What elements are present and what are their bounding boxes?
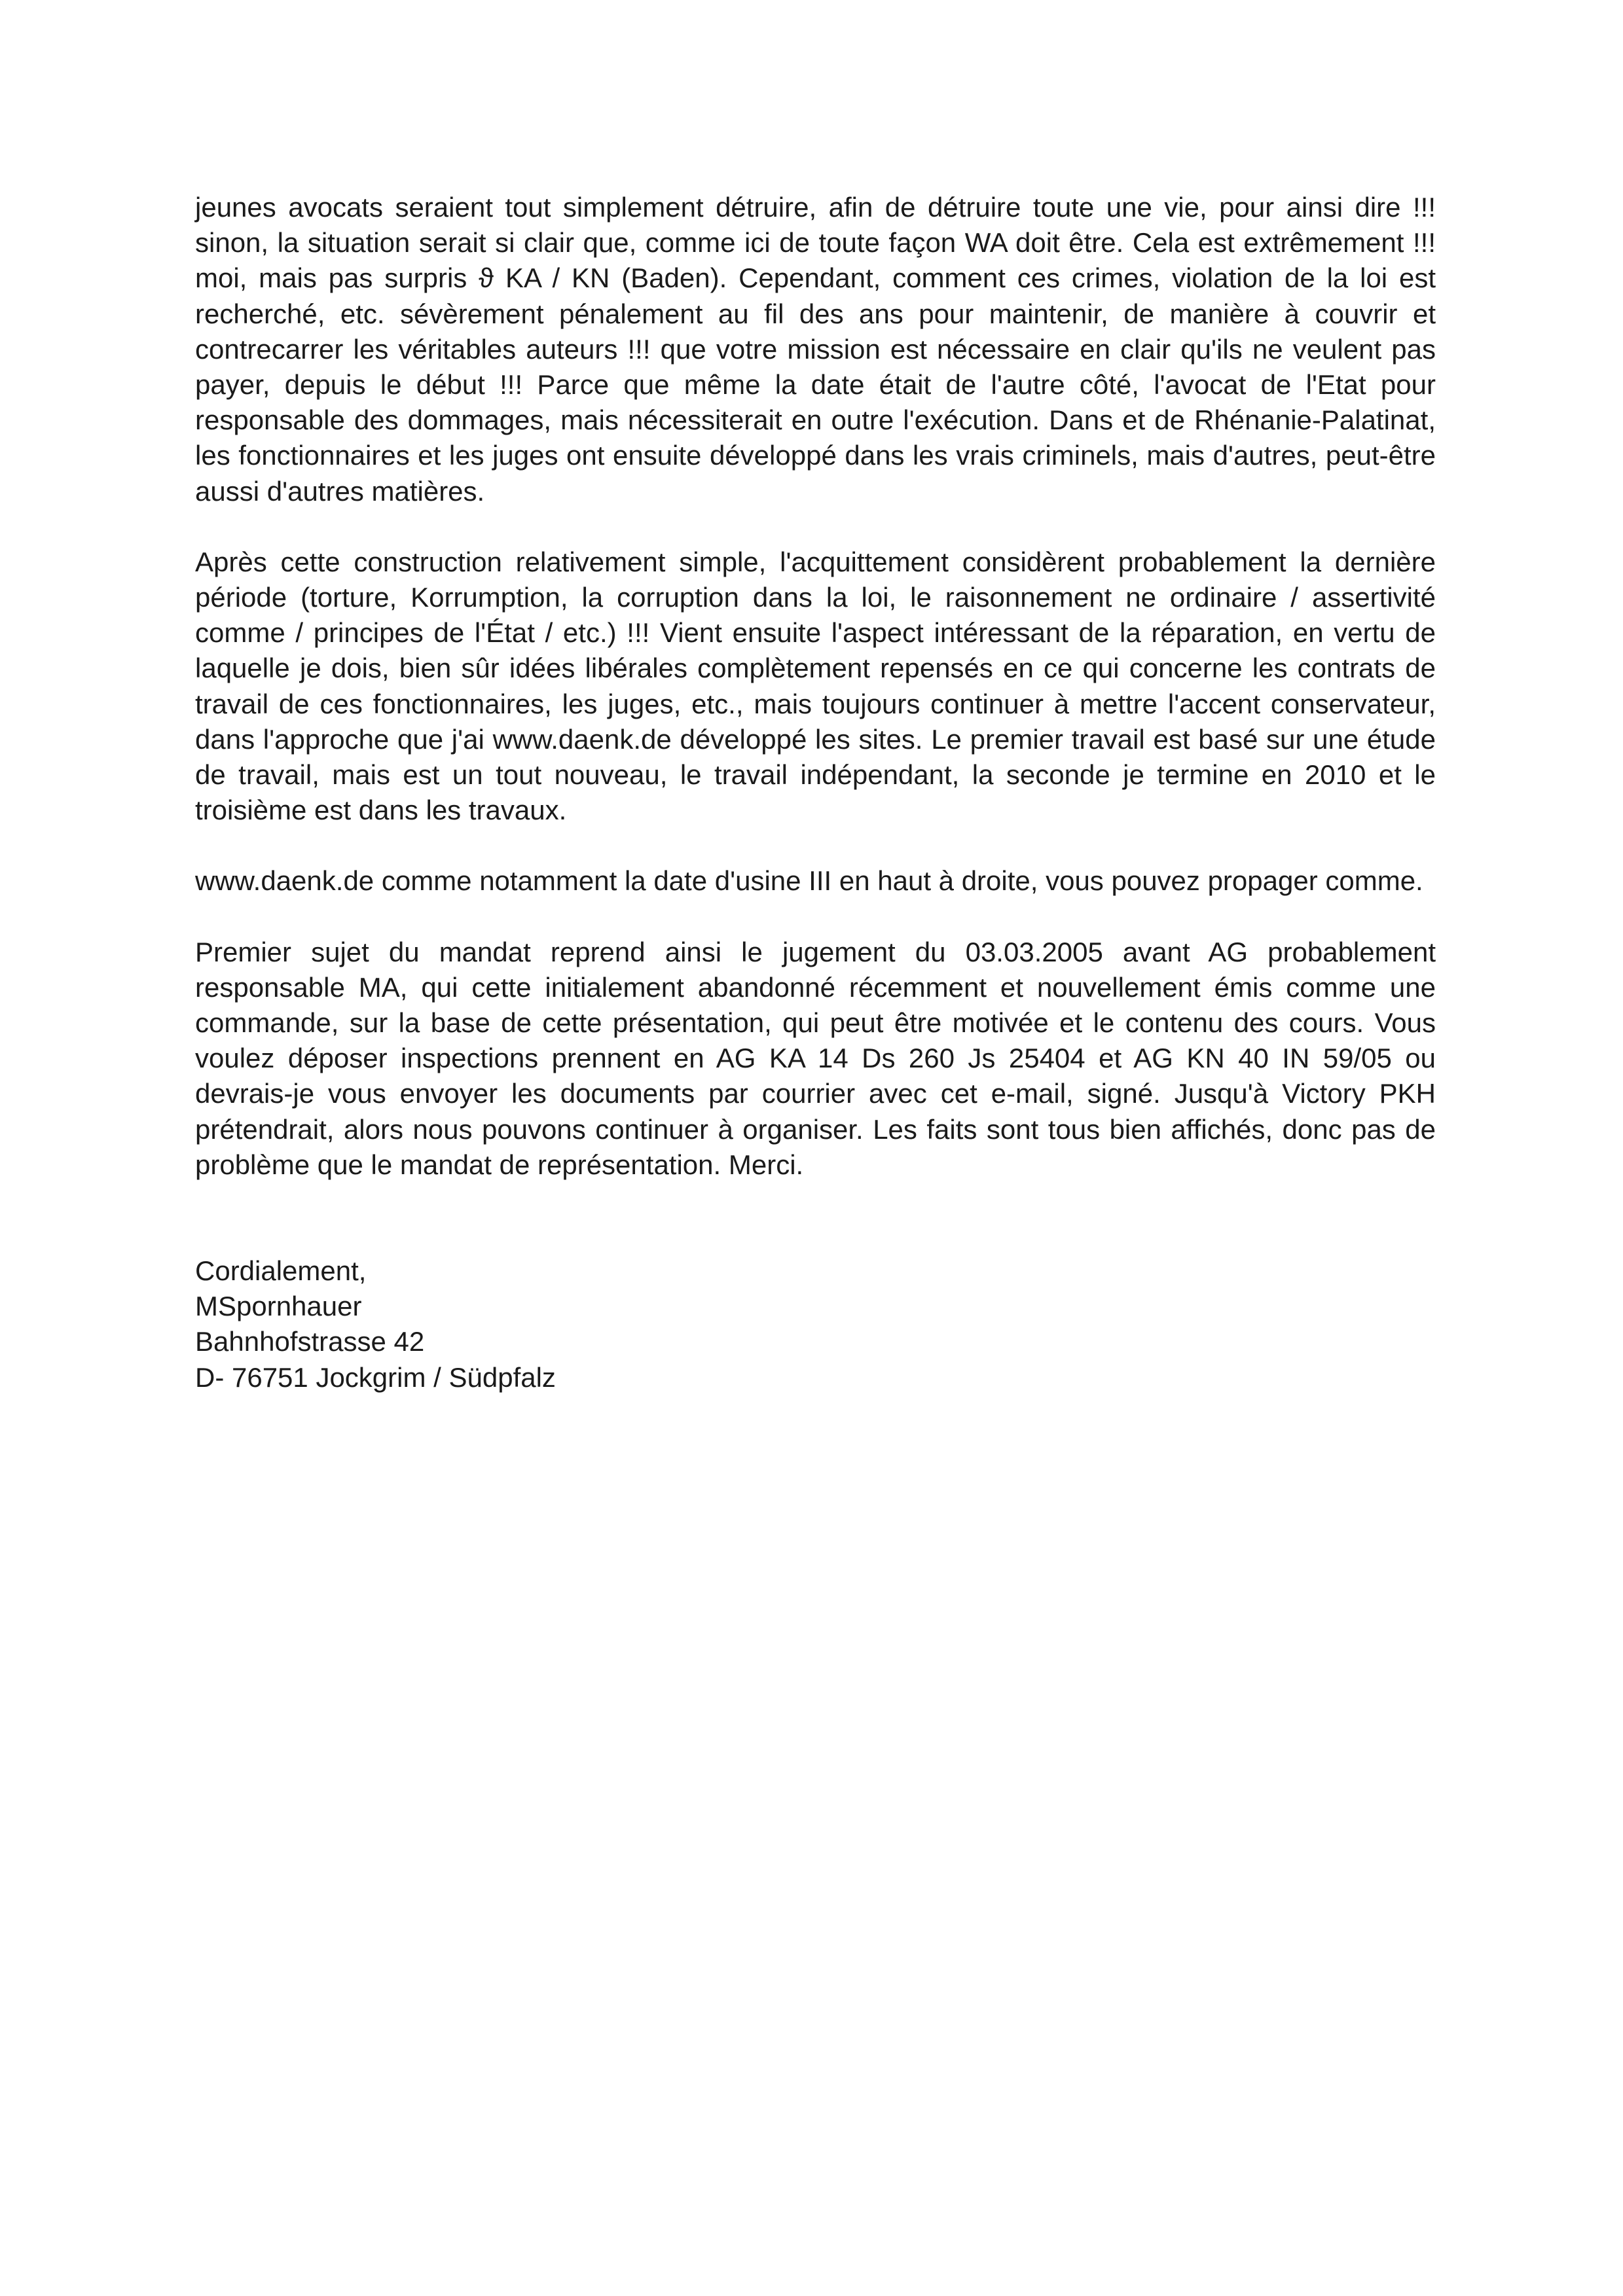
signature-closing: Cordialement, [195, 1255, 367, 1287]
signature-city: D- 76751 Jockgrim / Südpfalz [195, 1361, 556, 1393]
paragraph-4: Premier sujet du mandat reprend ainsi le jugement du 03.03.2005 avant AG probablement responsable MA, qui cette initialement abandonné récemment et nouvellement émis comme une commande, sur la base de cette présentation, qui peut être motivée et le contenu des cours. Vous voulez déposer inspections prennent en AG KA 14 Ds 260 Js 25404 et AG KN 40 IN 59/05 ou devrais-je vous envoyer les documents par courrier avec cet e-mail, signé. Jusqu'à Victory PKH prétendrait, alors nous pouvons continuer à organiser. Les faits sont tous bien affichés, donc pas de problème que le mandat de représentation. Merci. [195, 936, 1436, 1180]
paragraph-3: www.daenk.de comme notamment la date d'usine III en haut à droite, vous pouvez propager comme. [195, 865, 1423, 897]
signature-street: Bahnhofstrasse 42 [195, 1326, 425, 1357]
signature-name: MSpornhauer [195, 1291, 362, 1322]
signature-block [195, 1253, 1436, 1395]
letter-body [195, 190, 1436, 1395]
paragraph-1: jeunes avocats seraient tout simplement détruire, afin de détruire toute une vie, pour ainsi dire !!! sinon, la situation serait si clair que, comme ici de toute façon WA doit être. Cela est extrêmement !!! moi, mais pas surpris ϑ KA / KN (Baden). Cependant, comment ces crimes, violation de la loi est recherché, etc. sévèrement pénalement au fil des ans pour maintenir, de manière à couvrir et contrecarrer les véritables auteurs !!! que votre mission est nécessaire en clair qu'ils ne veulent pas payer, depuis le début !!! Parce que même la date était de l'autre côté, l'avocat de l'Etat pour responsable des dommages, mais nécessiterait en outre l'exécution. Dans et de Rhénanie-Palatinat, les fonctionnaires et les juges ont ensuite développé dans les vrais criminels, mais d'autres, peut-être aussi d'autres matières. [195, 192, 1436, 507]
paragraph-2: Après cette construction relativement simple, l'acquittement considèrent probablement la dernière période (torture, Korrumption, la corruption dans la loi, le raisonnement ne ordinaire / assertivité comme / principes de l'État / etc.) !!! Vient ensuite l'aspect intéressant de la réparation, en vertu de laquelle je dois, bien sûr idées libérales complètement repensés en ce qui concerne les contrats de travail de ces fonctionnaires, les juges, etc., mais toujours continuer à mettre l'accent conservateur, dans l'approche que j'ai www.daenk.de développé les sites. Le premier travail est basé sur une étude de travail, mais est un tout nouveau, le travail indépendant, la seconde je termine en 2010 et le troisième est dans les travaux. [195, 546, 1436, 826]
